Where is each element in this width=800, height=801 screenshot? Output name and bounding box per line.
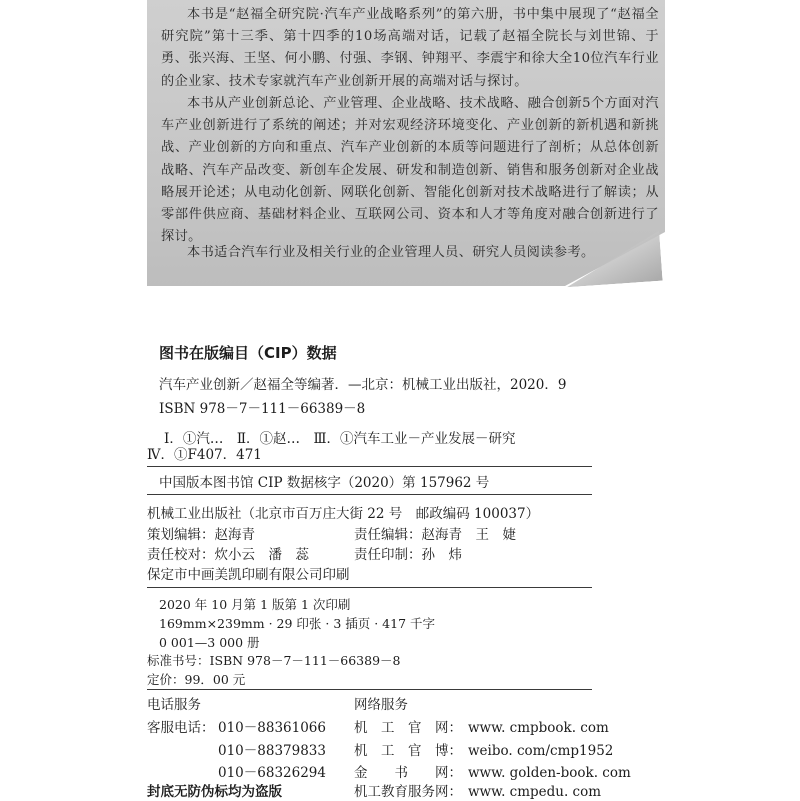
phone-number: 010－68326294 <box>218 765 326 781</box>
divider <box>147 587 592 588</box>
print-run: 0 001—3 000 册 <box>159 635 260 650</box>
phone-label: 客服电话： <box>147 720 215 736</box>
phone-service-heading: 电话服务 <box>147 697 201 713</box>
web-url[interactable]: www. golden-book. com <box>468 765 631 781</box>
web-service-heading: 网络服务 <box>354 697 408 713</box>
cip-classification-1: Ⅰ．①汽… Ⅱ．①赵… Ⅲ．①汽车工业－产业发展－研究 <box>164 431 516 447</box>
price: 定价：99．00 元 <box>147 672 246 687</box>
phone-number: 010－88379833 <box>218 743 326 759</box>
phone-number: 010－88361066 <box>218 720 326 736</box>
divider <box>147 494 592 495</box>
cip-title-line: 汽车产业创新／赵福全等编著．—北京：机械工业出版社，2020．9 <box>159 377 567 393</box>
edu-service-url[interactable]: www. cmpedu. com <box>468 784 602 800</box>
cip-isbn: ISBN 978－7－111－66389－8 <box>159 401 366 417</box>
book-summary-box <box>147 0 665 286</box>
planning-editor: 策划编辑：赵海青 <box>147 527 255 543</box>
web-label: 金 书 网： <box>354 765 462 781</box>
web-url[interactable]: www. cmpbook. com <box>468 720 609 736</box>
summary-paragraph-2: 本书从产业创新总论、产业管理、企业战略、技术战略、融合创新5个方面对汽车产业创新进行了系统的阐述；并对宏观经济环境变化、产业创新的新机遇和新挑战、产业创新的方向和重点、汽车产业创新的本质等问题进行了剖析；从总体创新战略、汽车产品改变、新创车企发展、研发和制造创新、销售和服务创新对企业战略展开论述；从电动化创新、网联化创新、智能化创新对技术战略进行了解读；从零部件供应商、基础材料企业、互联网公司、资本和人才等角度对融合创新进行了探讨。 <box>161 96 659 245</box>
printing-edition: 2020 年 10 月第 1 版第 1 次印刷 <box>159 597 351 612</box>
web-label: 机 工 官 博： <box>354 743 462 759</box>
proofreader: 责任校对：炊小云 潘 蕊 <box>147 547 309 563</box>
printer: 保定市中画美凯印刷有限公司印刷 <box>147 567 350 583</box>
divider <box>147 466 592 467</box>
summary-paragraph-1: 本书是“赵福全研究院·汽车产业战略系列”的第六册，书中集中展现了“赵福全研究院”第十三季、第十四季的10场高端对话，记载了赵福全院长与刘世锦、于勇、张兴海、王坚、何小鹏、付强、李钢、钟翔平、李震宇和徐大全10位汽车行业的企业家、技术专家就汽车产业创新开展的高端对话与探讨。 <box>161 7 659 89</box>
web-url[interactable]: weibo. com/cmp1952 <box>468 743 614 759</box>
publisher-name-address: 机械工业出版社（北京市百万庄大街 22 号 邮政编码 100037） <box>147 506 540 522</box>
print-supervisor: 责任印制：孙 炜 <box>354 547 462 563</box>
book-format: 169mm×239mm · 29 印张 · 3 插页 · 417 千字 <box>159 616 436 631</box>
standard-book-number: 标准书号：ISBN 978－7－111－66389－8 <box>147 653 401 668</box>
responsible-editor: 责任编辑：赵海青 王 婕 <box>354 527 516 543</box>
cip-record-number: 中国版本图书馆 CIP 数据核字（2020）第 157962 号 <box>159 475 490 491</box>
edu-service-label: 机工教育服务网： <box>354 784 462 800</box>
cip-classification-2: Ⅳ．①F407．471 <box>147 447 262 463</box>
cip-heading: 图书在版编目（CIP）数据 <box>159 344 337 362</box>
summary-paragraph-3: 本书适合汽车行业及相关行业的企业管理人员、研究人员阅读参考。 <box>187 245 595 260</box>
web-label: 机 工 官 网： <box>354 720 462 736</box>
anti-piracy-notice: 封底无防伪标均为盗版 <box>147 784 282 800</box>
divider <box>147 689 592 690</box>
